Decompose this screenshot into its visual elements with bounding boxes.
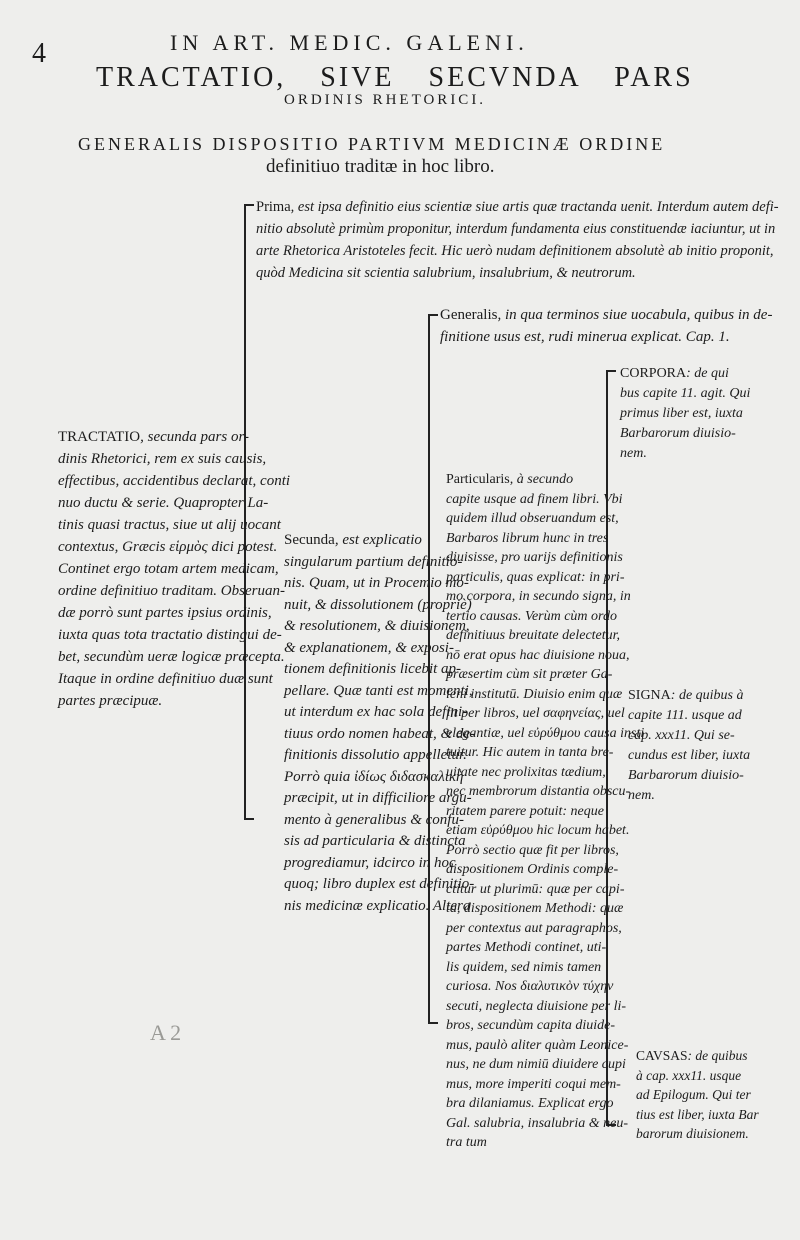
bracket-generalis-tick — [428, 314, 438, 316]
corpora-lead: CORPORA — [620, 366, 687, 381]
bracket-secunda-tick — [244, 818, 254, 820]
section-heading-line2: definitiuo traditæ in hoc libro. — [266, 156, 495, 177]
tractatio-body: , secunda pars or- dinis Rhetorici, rem ex suis causis, effectibus, accidentibus declarat, conti nuo ductu & serie. Quapropter La- tinis quasi tractus, siue ut alij uocant contextus, Græcis εἱρμὸς dici potest. Continet ergo totam artem medicam, ordine definitiuo traditam. Obseruan- dæ porrò sunt partes ipsius ordinis, iuxta quas tota tractatio distingui de- bet, secundùm ueræ logicæ præcepta. Itaque in ordine definitiuo duæ sunt partes præcipuæ. — [58, 429, 291, 709]
bracket-prima-tick — [244, 204, 254, 206]
signa-lead: SIGNA — [628, 688, 671, 703]
generalis-lead: Generalis — [440, 307, 498, 323]
causas-text — [636, 1046, 759, 1144]
signature-mark: A 2 — [150, 1020, 182, 1045]
page-title-line2: ORDINIS RHETORICI. — [284, 92, 487, 108]
tractatio-text — [58, 426, 290, 712]
particularis-body: , à secundo capite usque ad finem libri. Vbi quidem illud obseruandum est, Barbaros librum hunc in tres diuisisse, pro uarijs definitionis particulis, quas explicat: in pri- mo corpora, in secundo signa, in tertio causas. Verùm cùm ordo definitiuus breuitate delectetur, nō erat opus hac diuisione noua, præsertim cùm sit præter Ga- leni institutū. Diuisio enim quæ fit per libros, uel σαφηνείας, uel elegantiæ, uel εὐρύθμου causa insti tuitur. Hic autem in tanta bre- uitate nec prolixitas tædium, nec membrorum distantia obscu- ritatem parere potuit: neque etiam εὐρύθμου hic locum habet. Porrò sectio quæ fit per libros, dispositionem Ordinis comple- ctitur ut plurimū: quæ per capi- ta, dispositionem Methodi: quæ per contextus aut paragraphos, partes Methodi continet, uti- lis quidem, sed nimis tamen curiosa. Nos διαλυτικὸν τύχην secuti, neglecta diuisione per li- bros, secundùm capita diuide- mus, paulò aliter quàm Leonice- nus, ne dum nimiū diuidere cupi mus, more imperiti coqui mem- bra dilaniamus. Explicat ergo Gal. salubria, insalubria & neu- tra tum — [446, 472, 645, 1150]
generalis-body: , in qua terminos siue uocabula, quibus in de- finitione usus est, rudi minerua explicat. Cap. 1. — [440, 307, 773, 345]
corpora-text — [620, 364, 750, 464]
generalis-text — [440, 304, 772, 348]
signa-text — [628, 686, 750, 806]
prima-body: , est ipsa definitio eius scientiæ siue artis quæ tractanda uenit. Interdum autem defi- nitio absolutè primùm proponitur, interdum fundamenta eius constituendæ iaciuntur, ut in arte Rhetorica Aristoteles fecit. Hic uerò nudam definitionem absolutè ab initio proponit, quòd Medicina sit scientia salubrium, insalubrium, & neutrorum. — [256, 199, 779, 281]
particularis-lead: Particularis — [446, 472, 510, 487]
page-title: TRACTATIO, SIVE SECVNDA PARS — [96, 62, 694, 93]
secunda-lead: Secunda — [284, 532, 335, 548]
secunda-body: , est explicatio singularum partium definitio- nis. Quam, ut in Procemio mo- nuit, & dissolutionem (propriè) & resolutionem, & diuisionem, & explanationem, & exposi- tionem definitionis licebit ap- pellare. Quæ tanti est momenti, ut interdum ex hac sola defini- tiuus ordo nomen habeat, & de- finitionis dissolutio appelletur. Porrò quia ἰδίως διδασκαλικὴ præcipit, ut in difficiliore argu- mento à generalibus & confu- sis ad particularia & distincta progrediamur, idcirco in hoc quoq; libro duplex est definitio- nis medicinæ explicatio. Altera — [284, 532, 476, 914]
section-heading: GENERALIS DISPOSITIO PARTIVM MEDICINÆ ORDINE — [78, 134, 666, 154]
signa-body: : de quibus à capite 111. usque ad cap. xxx11. Qui se- cundus est liber, iuxta Barbarorum diuisio- nem. — [628, 688, 751, 803]
causas-lead: CAVSAS — [636, 1048, 688, 1063]
bracket-particularis-tick — [428, 1022, 438, 1024]
prima-lead: Prima — [256, 199, 291, 215]
tractatio-lead: TRACTATIO — [58, 429, 141, 445]
prima-text — [256, 196, 779, 284]
page-number: 4 — [32, 38, 46, 69]
bracket-corpora-tick — [606, 370, 616, 372]
running-head: IN ART. MEDIC. GALENI. — [170, 30, 529, 55]
particularis-text — [446, 470, 644, 1153]
causas-body: : de quibus à cap. xxx11. usque ad Epilogum. Qui ter tius est liber, iuxta Bar barorum diuisionem. — [636, 1048, 759, 1141]
corpora-body: : de qui bus capite 11. agit. Qui primus liber est, iuxta Barbarorum diuisio- nem. — [620, 366, 751, 461]
